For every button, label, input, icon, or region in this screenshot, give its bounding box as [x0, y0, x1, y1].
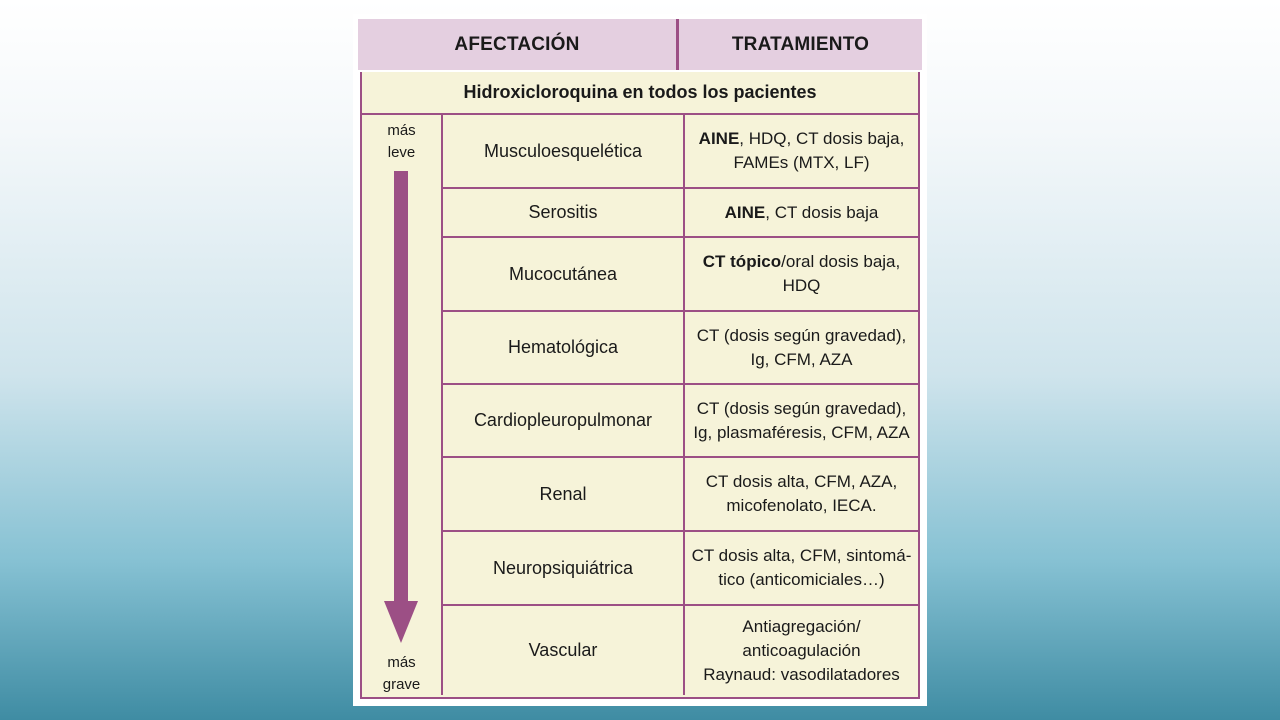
table-row	[443, 458, 918, 532]
severity-arrow-icon	[384, 171, 418, 643]
treatment-text: /oral dosis baja,	[781, 252, 901, 271]
severity-bottom-text: más grave	[382, 654, 421, 693]
affect-cell: Renal	[443, 458, 685, 530]
treatment-bold: CT tópico	[702, 252, 782, 271]
treatment-cell	[685, 238, 918, 310]
treatment-text: Ig, plasmaféresis, CFM, AZA	[693, 422, 910, 442]
affect-cell: Mucocutánea	[443, 238, 685, 310]
treatment-cell	[685, 606, 918, 695]
treatment-cell	[685, 115, 918, 187]
treatment-text: micofenolato, IECA.	[726, 496, 877, 515]
affect-cell: Vascular	[443, 606, 685, 695]
banner-row: Hidroxicloroquina en todos los pacientes	[362, 72, 918, 115]
header-treatment: TRATAMIENTO	[679, 19, 922, 70]
treatment-text: , HDQ, CT dosis baja,	[739, 129, 905, 148]
severity-label-top	[362, 120, 441, 164]
table-row	[443, 238, 918, 312]
treatment-grid	[441, 115, 918, 695]
treatment-text: tico (anticomiciales…)	[718, 570, 885, 589]
severity-label-bottom	[362, 652, 441, 696]
affect-cell: Hematológica	[443, 312, 685, 383]
table-body	[360, 72, 920, 699]
table-row	[443, 312, 918, 385]
table-row	[443, 385, 918, 458]
affect-cell: Musculoesquelética	[443, 115, 685, 187]
affect-cell: Neuropsiquiátrica	[443, 532, 685, 604]
treatment-cell	[685, 189, 918, 236]
treatment-text: CT dosis alta, CFM, AZA,	[705, 472, 898, 491]
treatment-cell	[685, 532, 918, 604]
severity-top-text: más leve	[387, 122, 416, 161]
table-row	[443, 606, 918, 695]
treatment-text: Antiagregación/	[742, 616, 861, 636]
treatment-text: anticoagulación	[742, 640, 861, 660]
treatment-cell	[685, 312, 918, 383]
slide-card	[353, 14, 927, 706]
treatment-text: CT (dosis según gravedad),	[696, 398, 907, 418]
table-row	[443, 189, 918, 238]
treatment-text: Raynaud: vasodilatadores	[703, 664, 900, 684]
treatment-text: Ig, CFM, AZA	[750, 349, 853, 369]
treatment-text: , CT dosis baja	[765, 202, 879, 222]
table-row	[443, 115, 918, 189]
treatment-table	[358, 19, 922, 699]
treatment-bold: AINE	[724, 202, 766, 222]
affect-cell: Cardiopleuropulmonar	[443, 385, 685, 456]
treatment-text: HDQ	[782, 276, 821, 295]
treatment-bold: AINE	[698, 129, 740, 148]
treatment-text: FAMEs (MTX, LF)	[733, 153, 870, 172]
treatment-cell	[685, 385, 918, 456]
treatment-text: CT (dosis según gravedad),	[696, 325, 907, 345]
severity-column	[362, 115, 441, 697]
treatment-text: CT dosis alta, CFM, sintomá-	[691, 546, 912, 565]
table-row	[443, 532, 918, 606]
affect-cell: Serositis	[443, 189, 685, 236]
treatment-cell	[685, 458, 918, 530]
header-affect: AFECTACIÓN	[358, 19, 676, 70]
